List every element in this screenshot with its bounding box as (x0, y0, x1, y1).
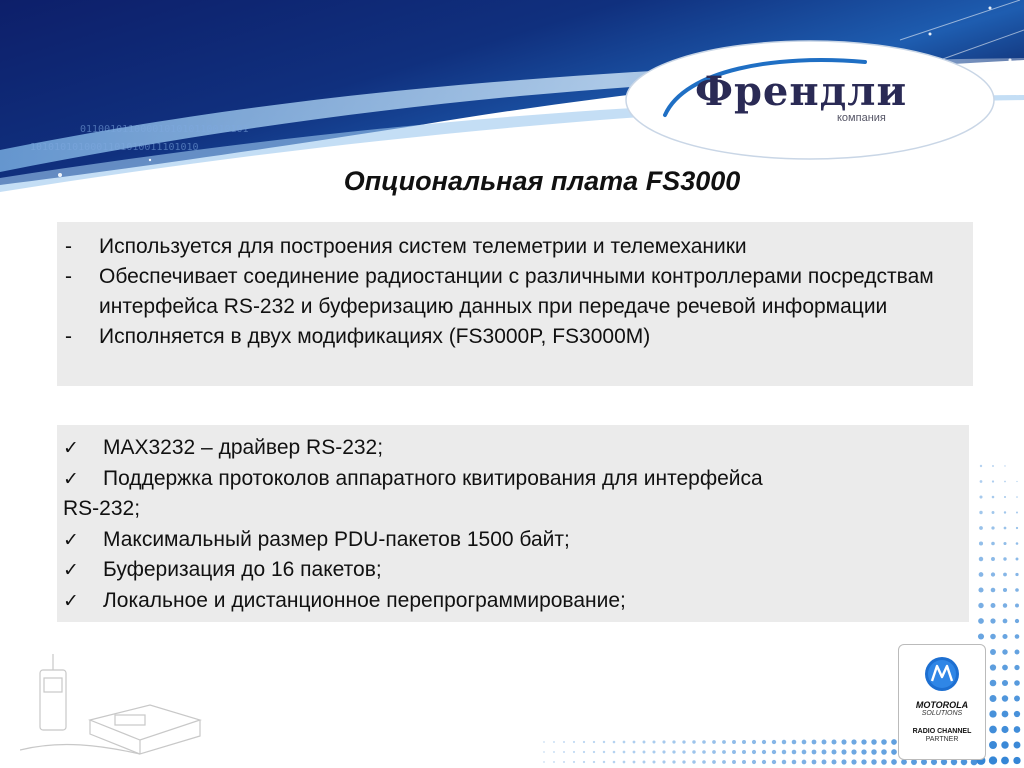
decorative-dot (633, 741, 636, 744)
decorative-dot (992, 511, 995, 514)
decorative-dot (772, 740, 776, 744)
decorative-dot (1001, 757, 1009, 765)
decorative-dot (831, 759, 836, 764)
decorative-dot (573, 741, 575, 743)
decorative-dot (772, 760, 776, 764)
decorative-dot (1002, 695, 1008, 701)
decorative-dot (1014, 665, 1019, 670)
badge-role: PARTNER (925, 736, 959, 743)
list-item (63, 525, 959, 556)
decorative-dot (662, 760, 665, 763)
decorative-dot (792, 760, 797, 765)
decorative-dot (782, 760, 786, 764)
decorative-dot (742, 760, 746, 764)
decorative-dot (573, 751, 575, 753)
decorative-dot (603, 761, 605, 763)
list-item-text: Локальное и дистанционное перепрограммирование; (103, 588, 626, 612)
dash-bullet: - (65, 325, 72, 348)
decorative-dot (573, 761, 575, 763)
decorative-dot (851, 749, 856, 754)
decorative-dot (652, 750, 655, 753)
decorative-dot (563, 741, 565, 743)
decorative-dot (692, 740, 695, 743)
decorative-dot (722, 740, 726, 744)
decorative-dot (792, 750, 797, 755)
decorative-dot (1016, 496, 1018, 498)
decorative-dot (1003, 542, 1006, 545)
decorative-dot (1003, 619, 1008, 624)
decorative-dot (822, 750, 827, 755)
decorative-dot (583, 761, 585, 763)
decorative-dot (712, 750, 716, 754)
decorative-dot (732, 760, 736, 764)
decorative-dot (822, 740, 827, 745)
decorative-dot (989, 756, 997, 764)
decorative-dot (881, 759, 887, 765)
decorative-dot (1013, 757, 1020, 764)
decorative-dot (682, 760, 685, 763)
list-item-text: Поддержка протоколов аппаратного квитирования для интерфейса (103, 466, 763, 490)
decorative-dot (1001, 741, 1008, 748)
decorative-dot (1004, 496, 1006, 498)
decorative-dot (891, 759, 897, 765)
list-item-text: Обеспечивает соединение радиостанции с различными контроллерами посредствам интерфейса RS-232 и буферизацию данных при передаче речевой информации (99, 265, 934, 318)
motorola-logo-icon (923, 655, 961, 693)
list-item-text: Максимальный размер PDU-пакетов 1500 байт; (103, 527, 570, 551)
decorative-dot (752, 740, 756, 744)
decorative-dot (672, 740, 675, 743)
decorative-dot (553, 741, 555, 743)
badge-brand: MOTOROLA (915, 700, 969, 710)
list-item-text: Буферизация до 16 пакетов; (103, 558, 382, 581)
decorative-dot (702, 750, 706, 754)
list-item-text: Исполняется в двух модификациях (FS3000P, FS3000M) (99, 325, 651, 348)
decorative-dot (1002, 711, 1009, 718)
decorative-dot (583, 751, 585, 753)
decorative-dot (732, 740, 736, 744)
decorative-dot (682, 740, 685, 743)
decorative-dot (881, 739, 887, 745)
badge-solutions: SOLUTIONS (921, 710, 963, 717)
slide-title-text: Опциональная плата FS3000 (343, 166, 741, 196)
decorative-dot (992, 496, 995, 499)
dash-bullet: - (65, 235, 72, 258)
decorative-dot (831, 739, 836, 744)
decorative-dot (802, 750, 807, 755)
decorative-dot (979, 495, 982, 498)
decorative-dot (1002, 649, 1007, 654)
decorative-dot (979, 511, 982, 514)
decorative-dot (1003, 588, 1007, 592)
equipment-sketch (20, 650, 220, 760)
decorative-dot (712, 760, 716, 764)
decorative-dot (742, 750, 746, 754)
decorative-dot (979, 572, 984, 577)
decorative-dot (1004, 511, 1006, 513)
decorative-dot (643, 761, 646, 764)
decorative-dot (841, 749, 846, 754)
decorative-dot (1001, 726, 1008, 733)
svg-text:0110010110000101010110010101: 0110010110000101010110010101 (80, 124, 249, 135)
decorative-dot (1003, 603, 1007, 607)
decorative-dot (1015, 588, 1019, 592)
checkmark-icon: ✓ (63, 528, 79, 551)
decorative-dot (1014, 726, 1021, 733)
decorative-dot (851, 759, 856, 764)
decorative-dot (992, 480, 994, 482)
decorative-dot (543, 741, 545, 743)
decorative-dot (563, 751, 565, 753)
decorative-dot (980, 480, 983, 483)
decorative-dot (563, 761, 565, 763)
decorative-dot (593, 761, 595, 763)
decorative-dot (1016, 481, 1017, 482)
decorative-dot (851, 739, 856, 744)
checkmark-icon: ✓ (63, 437, 79, 459)
decorative-dot (613, 751, 616, 754)
dash-bullet: - (65, 265, 72, 288)
decorative-dot (861, 749, 866, 754)
decorative-dot (623, 761, 626, 764)
checkmark-icon: ✓ (63, 559, 79, 581)
decorative-dot (989, 710, 996, 717)
decorative-dot (752, 750, 756, 754)
decorative-dot (991, 588, 996, 593)
decorative-dot (980, 465, 982, 467)
decorative-dot (978, 618, 984, 624)
decorative-dot (990, 618, 995, 623)
decorative-dot (613, 741, 616, 744)
decorative-dot (1014, 680, 1020, 686)
decorative-dot (991, 603, 996, 608)
badge-program: RADIO CHANNEL (912, 728, 972, 735)
decorative-dot (1003, 573, 1007, 577)
decorative-dot (861, 739, 866, 744)
decorative-dot (1015, 634, 1020, 639)
decorative-dot (603, 751, 605, 753)
decorative-dot (623, 751, 626, 754)
decorative-dot (553, 751, 555, 753)
decorative-dot (990, 695, 997, 702)
list-item-text: RS-232; (63, 497, 141, 520)
decorative-dot (1015, 604, 1019, 608)
decorative-dot (992, 465, 994, 467)
checkmark-icon: ✓ (63, 589, 79, 612)
decorative-dot (772, 750, 776, 754)
decorative-dot (1004, 481, 1006, 483)
decorative-dot (722, 750, 726, 754)
decorative-dot (652, 740, 655, 743)
decorative-dot (812, 740, 817, 745)
decorative-dot (643, 751, 646, 754)
decorative-dot (762, 740, 766, 744)
decorative-dot (643, 741, 646, 744)
decorative-dot (991, 557, 995, 561)
decorative-dot (583, 741, 585, 743)
decorative-dot (613, 761, 616, 764)
decorative-dot (989, 726, 997, 734)
decorative-dot (1014, 696, 1020, 702)
logo-subtitle: компания (837, 112, 886, 124)
list-item (65, 322, 959, 352)
decorative-dot (762, 750, 766, 754)
decorative-dot (722, 760, 726, 764)
decorative-dot (623, 741, 626, 744)
decorative-dot (991, 572, 995, 576)
list-item (63, 433, 959, 464)
decorative-dot (652, 760, 655, 763)
decorative-dot (593, 741, 595, 743)
decorative-dot (672, 760, 675, 763)
decorative-dot (978, 587, 983, 592)
decorative-dot (702, 760, 706, 764)
motorola-partner-badge (898, 644, 986, 760)
decorative-dot (990, 680, 997, 687)
list-item (63, 586, 959, 617)
decorative-dot (990, 634, 996, 640)
decorative-dot (633, 761, 636, 764)
list-item (65, 232, 959, 262)
decorative-dot (978, 633, 984, 639)
list-item (63, 464, 959, 495)
decorative-dot (553, 761, 555, 763)
company-logo (625, 40, 995, 160)
decorative-dot (802, 760, 807, 765)
decorative-dot (978, 603, 983, 608)
decorative-dot (662, 740, 665, 743)
decorative-dot (871, 759, 876, 764)
decorative-dot (1002, 665, 1008, 671)
list-item-continuation (63, 494, 959, 525)
features-panel (57, 425, 969, 622)
decorative-dot (633, 751, 636, 754)
decorative-dot (1016, 542, 1019, 545)
list-item-text: Используется для построения систем телеметрии и телемеханики (99, 235, 747, 258)
decorative-dot (603, 741, 605, 743)
decorative-dot (692, 760, 695, 763)
decorative-dot (593, 751, 595, 753)
decorative-dot (1002, 680, 1008, 686)
decorative-dot (802, 740, 807, 745)
decorative-dot (822, 760, 827, 765)
decorative-dot (1002, 634, 1007, 639)
list-item-text: MAX3232 – драйвер RS-232; (103, 436, 384, 459)
decorative-dot (979, 541, 983, 545)
description-list (65, 232, 959, 352)
decorative-dot (871, 739, 876, 744)
decorative-dot (662, 750, 665, 753)
decorative-dot (543, 761, 545, 763)
decorative-dot (861, 759, 866, 764)
decorative-dot (1015, 650, 1020, 655)
decorative-dot (1004, 465, 1005, 466)
decorative-dot (812, 760, 817, 765)
logo-name: Френдли (695, 68, 908, 115)
decorative-dot (752, 760, 756, 764)
description-panel (57, 222, 973, 386)
decorative-dot (991, 542, 995, 546)
decorative-dot (1014, 742, 1021, 749)
decorative-dot (692, 750, 695, 753)
decorative-dot (782, 750, 786, 754)
decorative-dot (782, 740, 786, 744)
decorative-dot (841, 739, 846, 744)
decorative-dot (702, 740, 706, 744)
list-item (63, 555, 959, 586)
decorative-dot (979, 526, 983, 530)
decorative-dot (1004, 527, 1007, 530)
decorative-dot (712, 740, 716, 744)
list-item (65, 262, 959, 322)
decorative-dot (990, 649, 996, 655)
decorative-dot (1003, 557, 1006, 560)
decorative-dot (831, 749, 836, 754)
decorative-dot (1014, 711, 1020, 717)
decorative-dot (979, 557, 983, 561)
decorative-dot (672, 750, 675, 753)
decorative-dot (990, 664, 996, 670)
decorative-dot (792, 740, 797, 745)
features-list (63, 433, 959, 616)
decorative-dot (1015, 619, 1019, 623)
decorative-dot (1016, 558, 1019, 561)
decorative-dot (732, 750, 736, 754)
decorative-dot (682, 750, 685, 753)
decorative-dot (871, 749, 876, 754)
decorative-dot (881, 749, 887, 755)
decorative-dot (891, 739, 897, 745)
decorative-dot (543, 751, 545, 753)
decorative-dot (1015, 573, 1018, 576)
slide-title (0, 166, 1024, 197)
decorative-dot (762, 760, 766, 764)
checkmark-icon: ✓ (63, 467, 79, 490)
decorative-dot (841, 759, 846, 764)
decorative-dot (812, 750, 817, 755)
svg-text:1010101010001101010011101010: 1010101010001101010011101010 (30, 142, 199, 153)
decorative-dot (891, 749, 897, 755)
decorative-dot (1016, 527, 1018, 529)
decorative-dot (742, 740, 746, 744)
decorative-dot (1016, 512, 1018, 514)
decorative-dot (989, 741, 997, 749)
decorative-dot (991, 526, 994, 529)
